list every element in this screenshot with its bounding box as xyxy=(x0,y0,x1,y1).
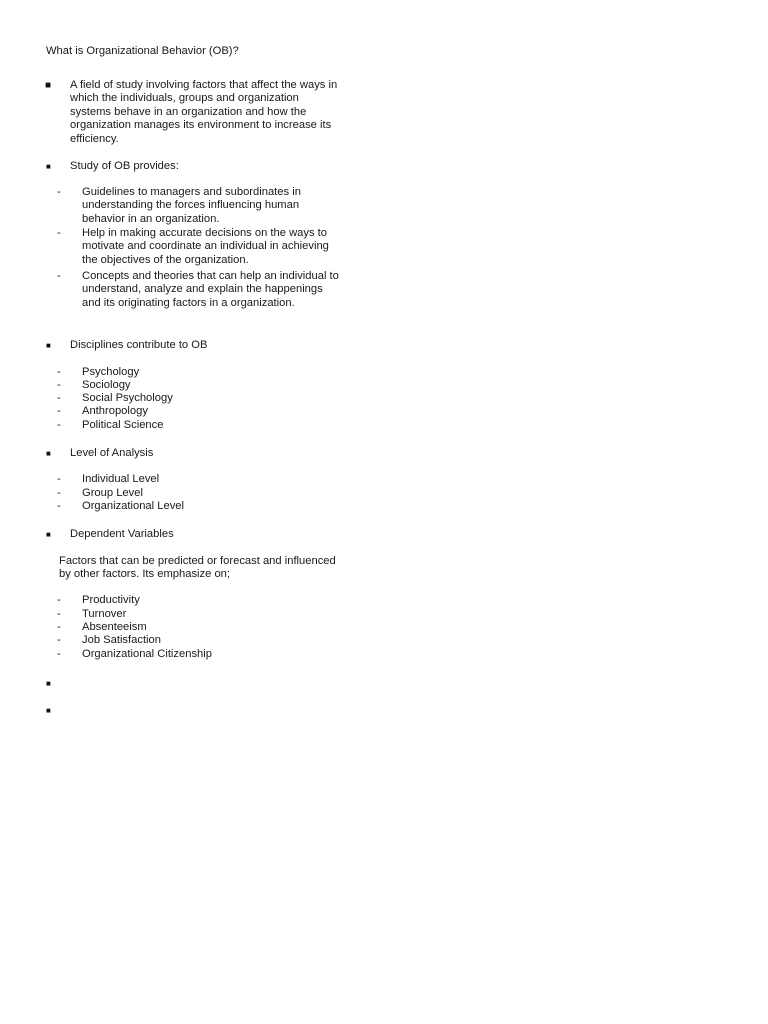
dash-marker: - xyxy=(57,186,61,198)
list-item: Job Satisfaction xyxy=(82,634,161,646)
dash-marker: - xyxy=(57,405,61,417)
bullet-marker-empty: ■ xyxy=(46,679,51,688)
section-definition-text: A field of study involving factors that affect the ways in which the individuals, groups and organization systems behave in an organization and how the organization manages its environment to increase its efficiency. xyxy=(70,79,338,145)
list-item: Turnover xyxy=(82,608,127,620)
bullet-marker: ■ xyxy=(46,341,51,350)
section-heading-disciplines: Disciplines contribute to OB xyxy=(70,339,208,351)
section-heading-ob-provides: Study of OB provides: xyxy=(70,160,179,172)
list-item: Sociology xyxy=(82,379,131,391)
dependent-variables-paragraph: Factors that can be predicted or forecast and influenced by other factors. Its emphasize on; xyxy=(59,555,336,581)
dash-marker: - xyxy=(57,487,61,499)
bullet-marker: ■ xyxy=(46,449,51,458)
dash-marker: - xyxy=(57,500,61,512)
list-item: Guidelines to managers and subordinates in understanding the forces influencing human behavior in an organization. xyxy=(82,186,301,225)
dash-marker: - xyxy=(57,608,61,620)
list-item: Individual Level xyxy=(82,473,160,485)
bullet-marker-empty: ■ xyxy=(46,706,51,715)
dash-marker: - xyxy=(57,270,61,282)
bullet-marker: ■ xyxy=(46,162,51,171)
section-heading-dependent-variables: Dependent Variables xyxy=(70,528,174,540)
dash-marker: - xyxy=(57,419,61,431)
section-heading-level-of-analysis: Level of Analysis xyxy=(70,447,154,459)
dash-marker: - xyxy=(57,392,61,404)
list-item: Absenteeism xyxy=(82,621,147,633)
list-item: Anthropology xyxy=(82,405,148,417)
list-item: Organizational Level xyxy=(82,500,184,512)
bullet-marker: ■ xyxy=(46,530,51,539)
document-title: What is Organizational Behavior (OB)? xyxy=(46,45,239,57)
list-item: Concepts and theories that can help an individual to understand, analyze and explain the happenings and its originating factors in a organization. xyxy=(82,270,339,309)
list-item: Social Psychology xyxy=(82,392,173,404)
list-item: Psychology xyxy=(82,366,140,378)
list-item: Productivity xyxy=(82,594,140,606)
list-item: Group Level xyxy=(82,487,143,499)
dash-marker: - xyxy=(57,366,61,378)
list-item: Political Science xyxy=(82,419,164,431)
dash-marker: - xyxy=(57,473,61,485)
bullet-marker: ■ xyxy=(45,80,52,91)
list-item: Help in making accurate decisions on the ways to motivate and coordinate an individual in achieving the objectives of the organization. xyxy=(82,227,329,266)
dash-marker: - xyxy=(57,227,61,239)
dash-marker: - xyxy=(57,648,61,660)
dash-marker: - xyxy=(57,621,61,633)
list-item: Organizational Citizenship xyxy=(82,648,212,660)
dash-marker: - xyxy=(57,594,61,606)
dash-marker: - xyxy=(57,379,61,391)
dash-marker: - xyxy=(57,634,61,646)
